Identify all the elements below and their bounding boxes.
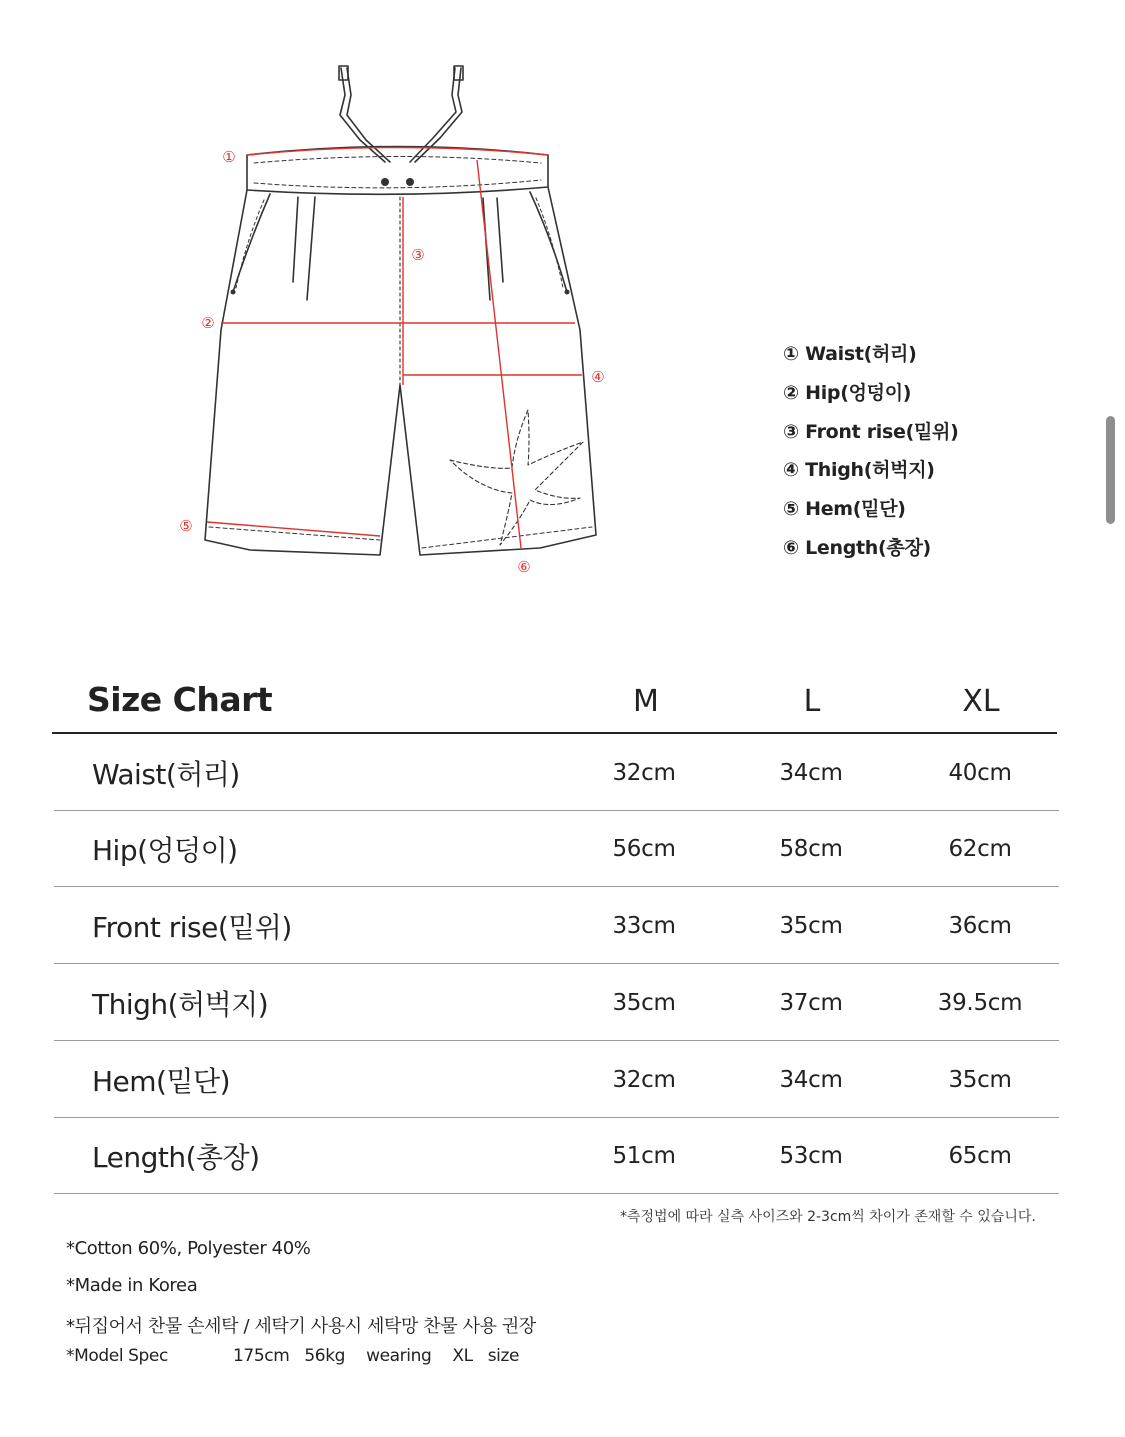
cell-xl: 35cm [948,1067,1012,1093]
legend-item-front-rise: ③ Front rise(밑위) [783,420,959,443]
model-wearing: wearing [366,1346,432,1366]
table-row-waist [54,734,1059,811]
marker-3: ③ [411,246,425,264]
table-row-hem [54,1041,1059,1118]
model-spec [66,1346,519,1366]
care-note: *뒤집어서 찬물 손세탁 / 세탁기 사용시 세탁망 찬물 사용 권장 [66,1316,536,1337]
cell-l: 34cm [779,760,843,786]
measurement-legend [783,340,958,573]
material-note: *Cotton 60%, Polyester 40% [66,1238,311,1259]
model-weight: 56kg [304,1346,346,1366]
cell-xl: 65cm [948,1143,1012,1169]
marker-6: ⑥ [517,558,531,576]
size-chart-title: Size Chart [87,680,273,719]
cell-m: 56cm [612,836,676,862]
cell-m: 51cm [612,1143,676,1169]
model-spec-label: *Model Spec [66,1346,168,1366]
cell-l: 35cm [779,913,843,939]
row-label: Hip(엉덩이) [92,834,238,867]
row-label: Hem(밑단) [92,1065,231,1098]
cell-m: 33cm [612,913,676,939]
size-chart-header [52,672,1057,734]
cell-l: 58cm [779,836,843,862]
table-row-hip [54,810,1059,887]
cell-xl: 36cm [948,913,1012,939]
cell-l: 37cm [779,990,843,1016]
legend-item-hem: ⑤ Hem(밑단) [783,498,906,521]
cell-xl: 39.5cm [937,990,1023,1016]
model-size: XL [452,1346,473,1366]
marker-4: ④ [591,368,605,386]
row-label: Front rise(밑위) [92,911,292,944]
marker-1: ① [222,148,236,166]
cell-m: 32cm [612,760,676,786]
row-label: Length(총장) [92,1141,260,1174]
column-header-xl: XL [962,684,1000,719]
row-label: Waist(허리) [92,758,240,791]
legend-item-length: ⑥ Length(총장) [783,536,931,559]
cell-xl: 62cm [948,836,1012,862]
measurement-note: *측정법에 따라 실측 사이즈와 2-3cm씩 차이가 존재할 수 있습니다. [620,1209,1036,1225]
column-header-l: L [803,684,821,719]
origin-note: *Made in Korea [66,1275,198,1296]
table-row-front-rise [54,887,1059,964]
marker-2: ② [201,314,215,332]
row-label: Thigh(허벅지) [92,988,269,1021]
legend-item-waist: ① Waist(허리) [783,343,917,365]
cell-l: 34cm [779,1067,843,1093]
cell-m: 35cm [612,990,676,1016]
cell-l: 53cm [779,1143,843,1169]
table-row-thigh [54,964,1059,1041]
column-header-m: M [633,684,659,719]
cell-xl: 40cm [948,760,1012,786]
scrollbar-thumb[interactable] [1106,416,1115,524]
legend-item-thigh: ④ Thigh(허벅지) [783,459,935,482]
model-size-word: size [487,1346,520,1366]
table-row-length [54,1117,1059,1194]
cell-m: 32cm [612,1067,676,1093]
shorts-diagram [170,55,650,595]
legend-item-hip: ② Hip(엉덩이) [783,381,912,404]
marker-5: ⑤ [179,517,193,535]
model-height: 175cm [233,1346,290,1366]
